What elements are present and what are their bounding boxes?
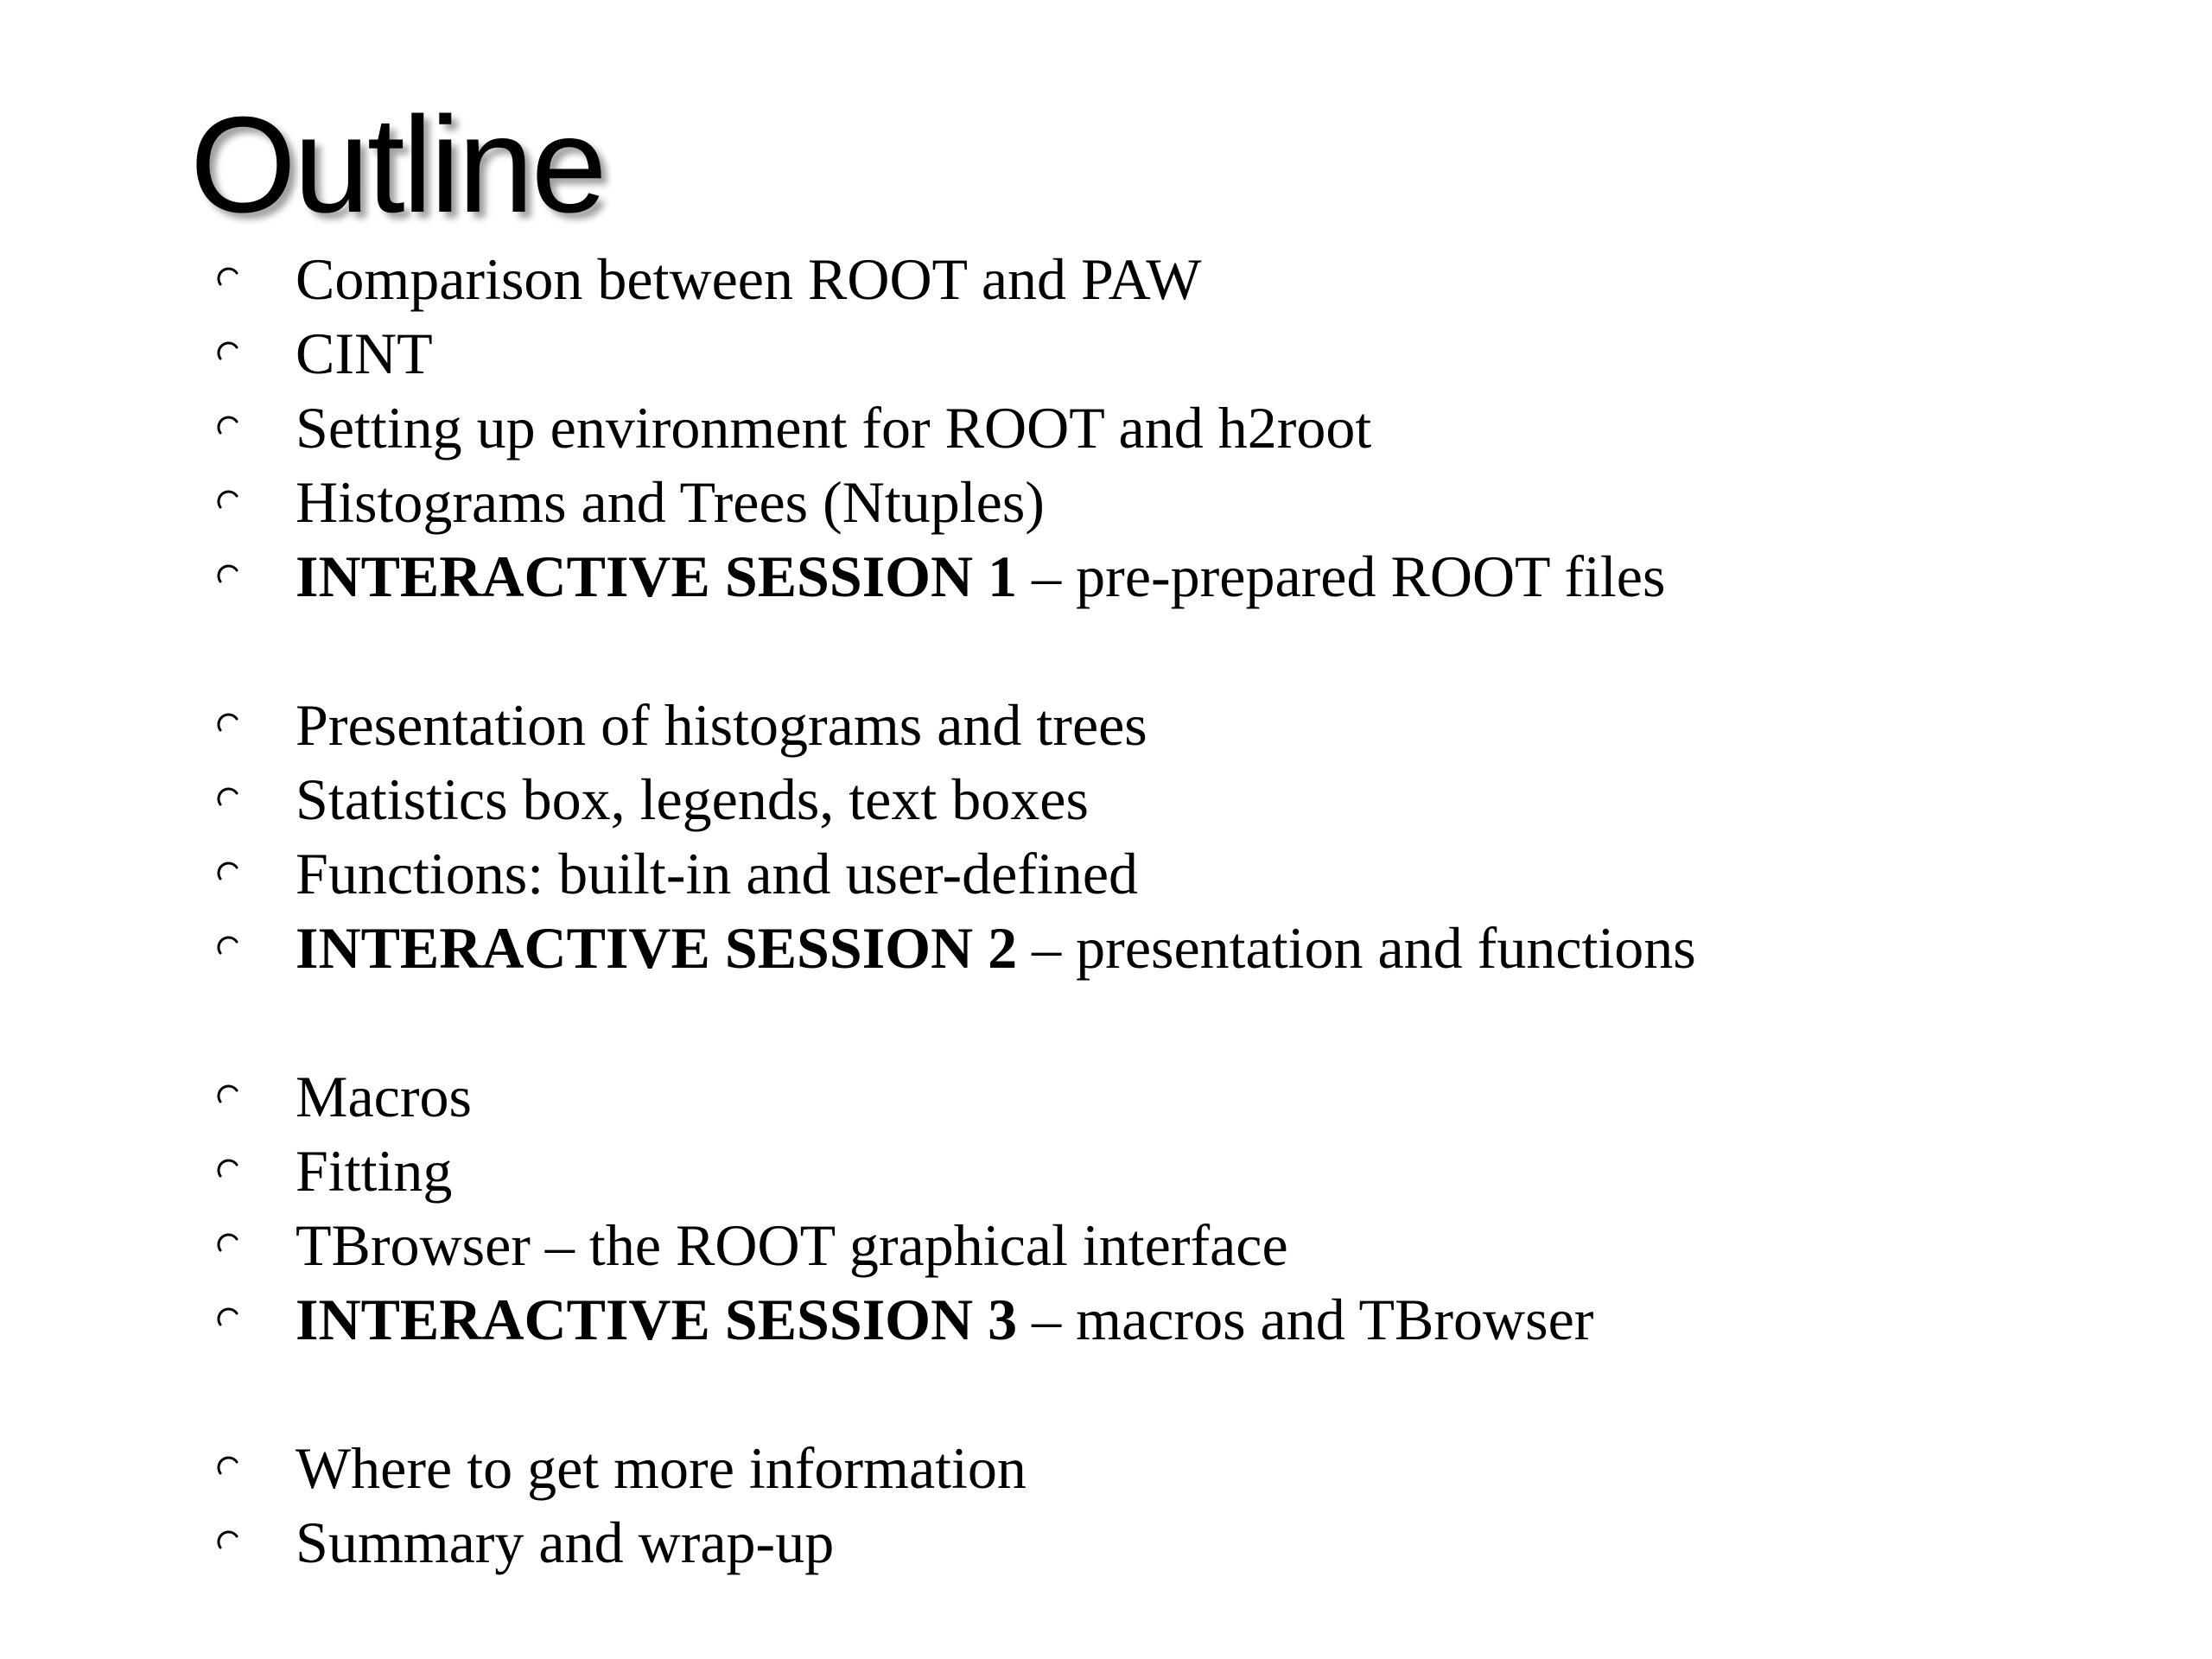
open-arc-bullet-icon [216,785,240,810]
outline-item [216,1059,2117,1134]
outline-item [216,911,2117,985]
outline-item [216,316,2117,391]
open-arc-bullet-icon [216,1306,240,1330]
outline-item-bold: INTERACTIVE SESSION 1 [296,543,1018,609]
outline-item-text: Comparison between ROOT and PAW [296,246,1202,312]
open-arc-bullet-icon [216,1157,240,1181]
open-arc-bullet-icon [216,860,240,884]
outline-item-text: Presentation of histograms and trees [296,692,1147,758]
outline-item [216,1134,2117,1208]
open-arc-bullet-icon [216,934,240,958]
open-arc-bullet-icon [216,563,240,587]
outline-item-text: Macros [296,1064,472,1129]
outline-item-text: – pre-prepared ROOT files [1017,543,1666,609]
outline-item-text: Setting up environment for ROOT and h2root [296,395,1372,461]
outline-item-text: Fitting [296,1138,453,1204]
open-arc-bullet-icon [216,488,240,512]
open-arc-bullet-icon [216,1231,240,1255]
open-arc-bullet-icon [216,711,240,735]
outline-item-text: TBrowser – the ROOT graphical interface [296,1212,1288,1278]
open-arc-bullet-icon [216,265,240,289]
outline-item [216,1282,2117,1357]
outline-item-text: – presentation and functions [1017,915,1696,981]
outline-item-bold: INTERACTIVE SESSION 2 [296,915,1018,981]
outline-item-bold: INTERACTIVE SESSION 3 [296,1287,1018,1352]
outline-item-text: CINT [296,321,433,386]
outline-item-text: Summary and wrap-up [296,1510,835,1575]
outline-item-text: Histograms and Trees (Ntuples) [296,469,1045,535]
slide-title: Outline [190,89,605,241]
open-arc-bullet-icon [216,1083,240,1107]
outline-item [216,391,2117,465]
outline-item [216,762,2117,836]
outline-item-text: Where to get more information [296,1435,1027,1501]
outline-item [216,836,2117,911]
outline-item-text: – macros and TBrowser [1017,1287,1594,1352]
outline-item-text: Statistics box, legends, text boxes [296,766,1089,832]
outline-item [216,465,2117,539]
outline-item [216,242,2117,316]
outline-item [216,539,2117,613]
open-arc-bullet-icon [216,340,240,364]
outline-item [216,1431,2117,1505]
outline-item [216,1208,2117,1282]
open-arc-bullet-icon [216,1529,240,1553]
outline-list [216,242,2117,1580]
open-arc-bullet-icon [216,414,240,438]
outline-item [216,1505,2117,1580]
outline-item-text: Functions: built-in and user-defined [296,841,1139,906]
outline-item [216,688,2117,762]
open-arc-bullet-icon [216,1454,240,1478]
